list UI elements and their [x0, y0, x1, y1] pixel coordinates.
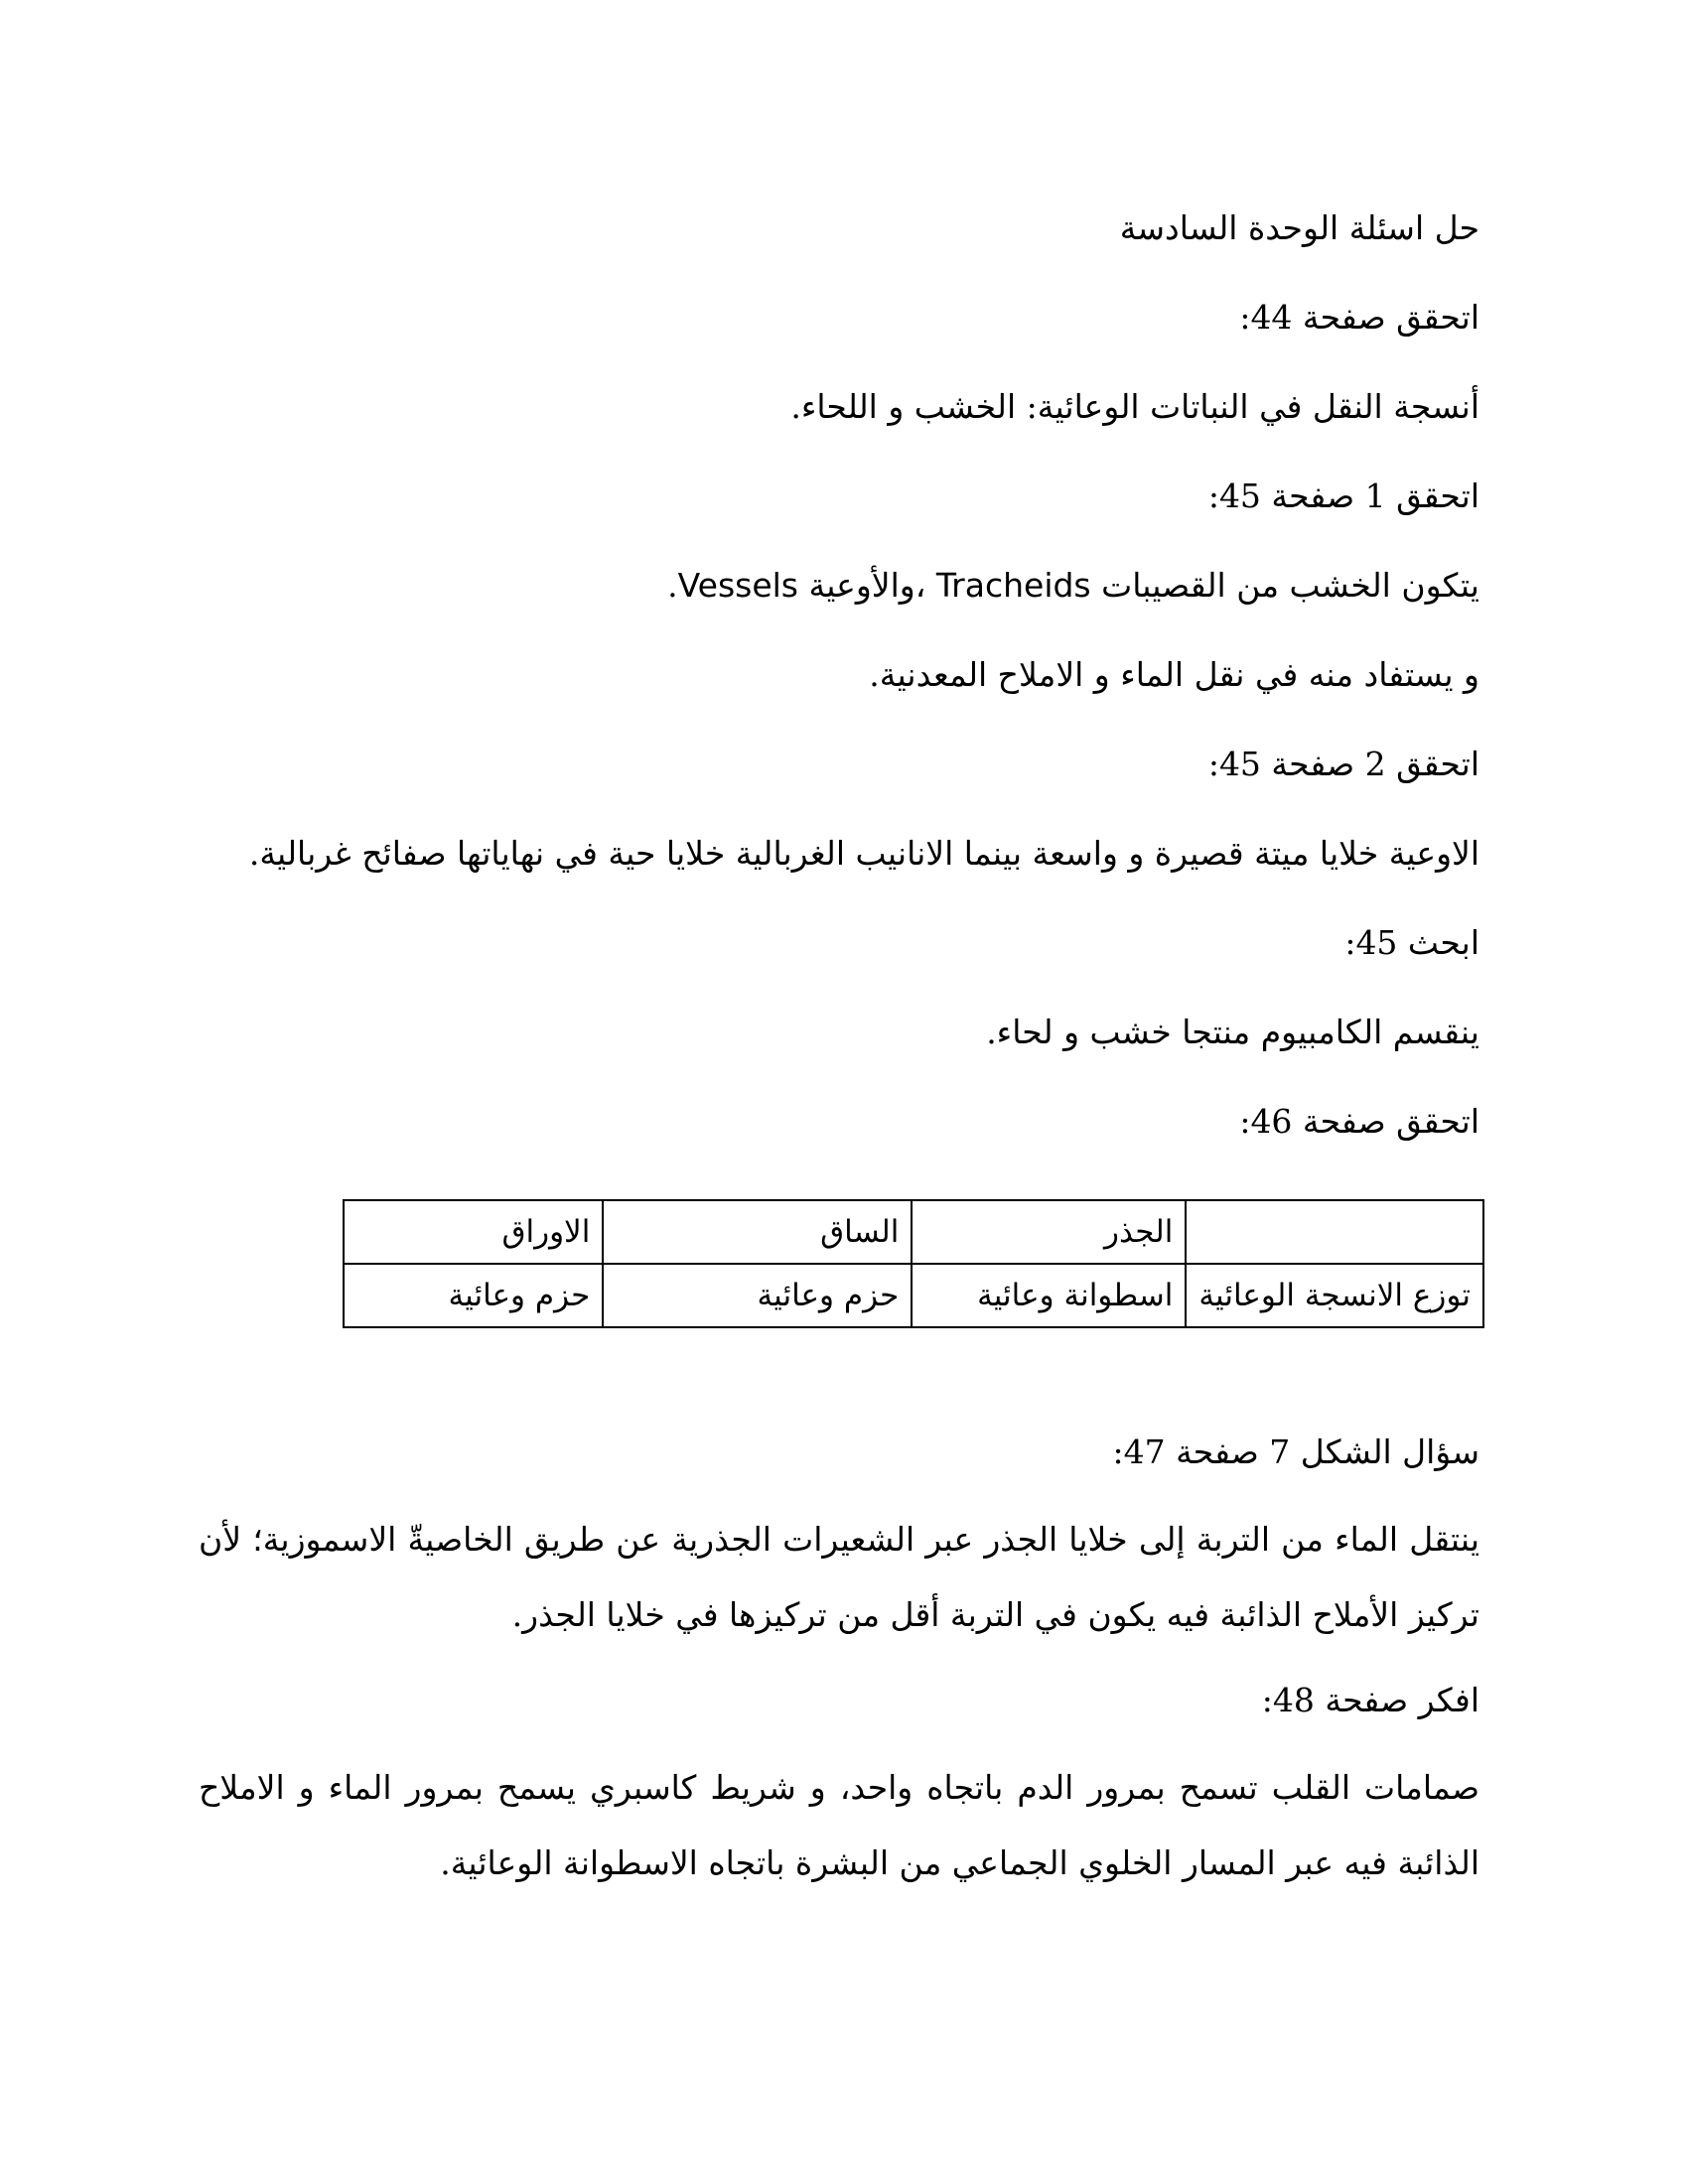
section-heading: افكر صفحة 48:: [1261, 1681, 1479, 1719]
answer-text: يتكون الخشب من القصيبات: [1101, 566, 1479, 605]
table-cell: حزم وعائية: [344, 1264, 603, 1327]
term-tracheids: Tracheids: [935, 566, 1091, 605]
table-cell: الساق: [603, 1200, 912, 1264]
table-header-row: [344, 1200, 1483, 1264]
table-cell: اسطوانة وعائية: [912, 1264, 1186, 1327]
section-answer: ينقسم الكامبيوم منتجا خشب و لحاء.: [986, 1013, 1479, 1051]
section-heading: سؤال الشكل 7 صفحة 47:: [1112, 1433, 1479, 1471]
section-heading: ابحث 45:: [1344, 923, 1479, 962]
section-heading: اتحقق 1 صفحة 45:: [1207, 477, 1479, 515]
section-answer: و يستفاد منه في نقل الماء و الاملاح المعدنية.: [869, 655, 1479, 694]
document-title: حل اسئلة الوحدة السادسة: [1119, 208, 1479, 247]
section-heading: اتحقق صفحة 44:: [1239, 298, 1479, 337]
table-cell: [1186, 1200, 1483, 1264]
table-cell: حزم وعائية: [603, 1264, 912, 1327]
table-cell: الجذر: [912, 1200, 1186, 1264]
section-answer: الاوعية خلايا ميتة قصيرة و واسعة بينما الانانيب الغربالية خلايا حية في نهاياتها صفائح غربالية.: [248, 834, 1479, 873]
term-vessels: Vessels: [677, 566, 798, 605]
vascular-tissue-table: [343, 1199, 1484, 1328]
answer-text: ،والأوعية: [808, 566, 926, 605]
section-heading: اتحقق 2 صفحة 45:: [1207, 745, 1479, 783]
section-answer: [667, 566, 1479, 606]
section-heading: اتحقق صفحة 46:: [1239, 1102, 1479, 1141]
section-answer: أنسجة النقل في النباتات الوعائية: الخشب و اللحاء.: [790, 387, 1479, 426]
section-answer: ينتقل الماء من التربة إلى خلايا الجذر عبر الشعيرات الجذرية عن طريق الخاصيةّ الاسموزية؛ لأن تركيز الأملاح الذائبة فيه يكون في التربة أقل من تركيزها في خلايا الجذر.: [199, 1520, 1479, 1634]
answer-period: .: [667, 566, 678, 605]
table-cell: توزع الانسجة الوعائية: [1186, 1264, 1483, 1327]
table-cell: الاوراق: [344, 1200, 603, 1264]
section-answer: صمامات القلب تسمح بمرور الدم باتجاه واحد، و شريط كاسبري يسمح بمرور الماء و الاملاح الذائبة فيه عبر المسار الخلوي الجماعي من البشرة باتجاه الاسطوانة الوعائية.: [199, 1768, 1479, 1882]
table-row: [344, 1264, 1483, 1327]
